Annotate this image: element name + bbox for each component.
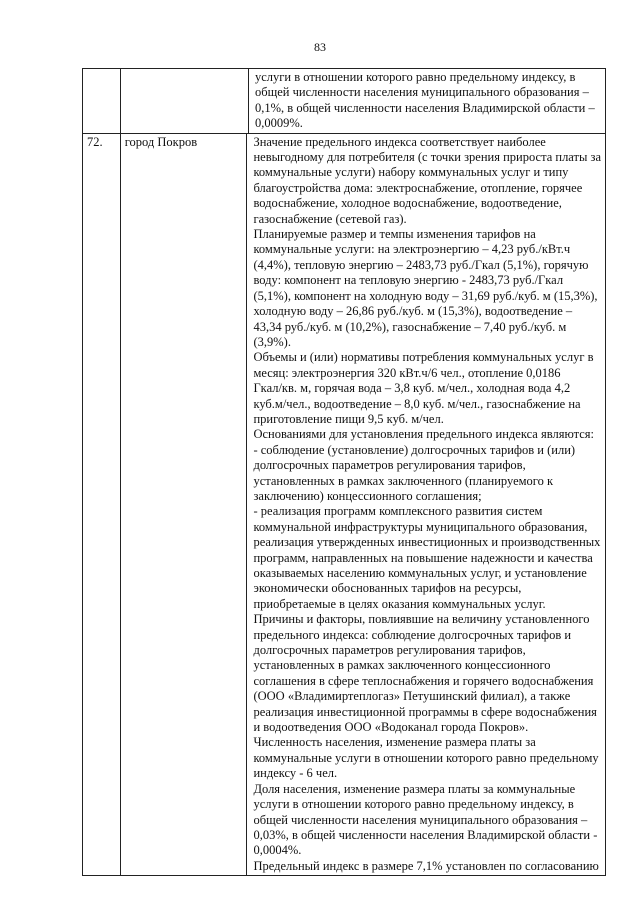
description-line: Объемы и (или) нормативы потребления коммунальных услуг в: [253, 350, 594, 365]
description-line: общей численности населения муниципального образования –: [255, 85, 589, 100]
description-line: 0,1%, в общей численности населения Владимирской области –: [255, 100, 595, 115]
description-line: программ, направленных на повышение надежности и качества: [253, 550, 593, 565]
municipality-cell: город Покров: [121, 134, 248, 876]
description-line: 43,34 руб./куб. м (10,2%), газоснабжение – 7,40 руб./куб. м: [253, 319, 567, 334]
description-line: Численность населения, изменение размера платы за: [253, 735, 536, 750]
description-line: приготовление пищи 9,5 куб. м/чел.: [253, 411, 444, 426]
description-line: индексу - 6 чел.: [253, 766, 338, 781]
description-line: приобретаемые в целях оказания коммунальных услуг.: [253, 596, 546, 611]
description-line: Основаниями для установления предельного индекса являются:: [253, 427, 595, 442]
description-line: долгосрочных параметров регулирования тарифов,: [253, 458, 526, 473]
description-line: 0,03%, в общей численности населения Владимирской области -: [253, 827, 598, 842]
description-line: коммунальные услуги: на электроэнергию – 4,23 руб./кВт.ч: [253, 242, 571, 257]
description-line: - реализация программ комплексного развития систем: [253, 504, 543, 519]
description-line: коммунальной инфраструктуры муниципального образования,: [253, 519, 588, 534]
description-line: и водоотведения ООО «Водоканал города Покров».: [253, 720, 529, 735]
description-line: Причины и факторы, повлиявшие на величину установленного: [253, 612, 590, 627]
description-line: газоснабжение (сетевой газ).: [253, 211, 407, 226]
description-line: оказываемых населению коммунальных услуг, и установление: [253, 566, 587, 580]
description-line: (3,9%).: [253, 334, 291, 349]
description-line: Планируемые размер и темпы изменения тарифов на: [253, 227, 536, 242]
index-table: [82, 68, 606, 876]
description-line: коммунальные услуги в отношении которого равно предельному: [253, 750, 599, 765]
description-line: холодную воду – 26,86 руб./куб. м (15,3%), водоотведение –: [253, 304, 573, 319]
description-line: услуги в отношении которого равно предельному индексу, в: [255, 70, 576, 84]
description-line: - соблюдение (установление) долгосрочных тарифов и (или): [253, 442, 576, 457]
row-number-cell: 72.: [83, 134, 121, 876]
description-line: коммунальные услуги) набору коммунальных услуг и типу: [253, 165, 569, 180]
description-line: реализация утвержденных инвестиционных и производственных: [253, 535, 601, 550]
description-line: (ООО «Владимиртеплогаз» Петушинский филиал), а также: [253, 689, 571, 704]
description-line: 0,0004%.: [253, 843, 302, 858]
description-line: установленных в рамках заключенного (планируемого к: [253, 473, 554, 488]
municipality-cell: [121, 69, 249, 133]
description-line: 0,0009%.: [255, 116, 303, 131]
description-line: (5,1%), компонент на холодную воду – 31,69 руб./куб. м (15,3%),: [253, 288, 598, 303]
description-line: куб.м/чел., водоотведение – 8,0 куб. м/чел., газоснабжение на: [253, 396, 581, 411]
description-line: предельного индекса: соблюдение долгосрочных тарифов и: [253, 627, 572, 642]
description-line: водоснабжение, холодное водоснабжение, водоотведение,: [253, 196, 562, 211]
description-cell: [249, 69, 605, 133]
row-number-cell: [83, 69, 121, 133]
description-line: воду: компонент на тепловую энергию - 2483,73 руб./Гкал: [253, 273, 564, 288]
description-line: экономически обоснованных тарифов на ресурсы,: [253, 581, 522, 596]
description-line: установленных в рамках заключенного концессионного: [253, 658, 551, 673]
description-line: услуги в отношении которого равно предельному индексу, в: [253, 797, 574, 812]
description-line: долгосрочных параметров регулирования тарифов,: [253, 643, 526, 658]
description-line: Гкал/кв. м, горячая вода – 3,8 куб. м/чел., холодная вода 4,2: [253, 381, 571, 396]
description-line: Значение предельного индекса соответствует наиболее: [253, 134, 546, 149]
description-line: благоустройства дома: электроснабжение, отопление, горячее: [253, 180, 583, 195]
description-line: соглашения в сфере теплоснабжения и горячего водоснабжения: [253, 673, 594, 688]
page-number: 83: [314, 40, 326, 54]
description-line: общей численности населения муниципального образования –: [253, 812, 588, 827]
table-row-continuation: [83, 69, 605, 133]
description-line: Предельный индекс в размере 7,1% установлен по согласованию: [253, 858, 599, 873]
description-line: невыгодному для потребителя (с точки зрения прироста платы за: [253, 150, 601, 165]
description-line: заключению) концессионного соглашения;: [253, 488, 482, 503]
description-line: Доля населения, изменение размера платы за коммунальные: [253, 781, 576, 796]
description-line: (4,4%), тепловую энергию – 2483,73 руб./Гкал (5,1%), горячую: [253, 257, 589, 272]
description-cell: [247, 134, 605, 876]
description-line: реализация инвестиционной программы в сфере водоснабжения: [253, 704, 597, 719]
table-row-pokrov: [83, 133, 605, 876]
description-line: месяц: электроэнергия 320 кВт.ч/6 чел., отопление 0,0186: [253, 365, 561, 380]
